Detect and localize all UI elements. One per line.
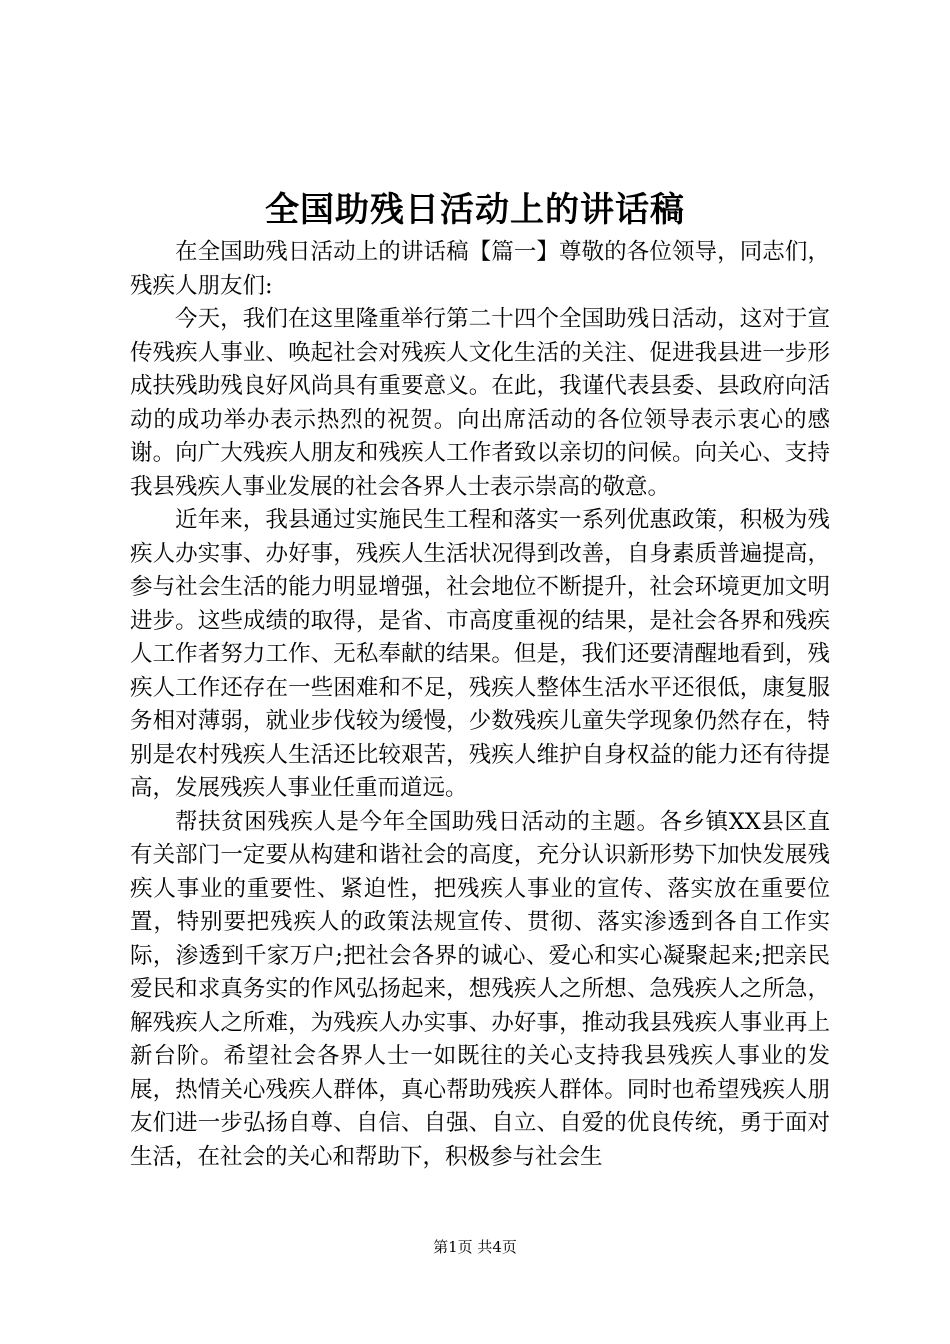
paragraph-2: 今天，我们在这里隆重举行第二十四个全国助残日活动，这对于宣传残疾人事业、唤起社会对残疾人文化生活的关注、促进我县进一步形成扶残助残良好风尚具有重要意义。在此，我谨代表县委、县政府向活动的成功举办表示热烈的祝贺。向出席活动的各位领导表示衷心的感谢。向广大残疾人朋友和残疾人工作者致以亲切的问候。向关心、支持我县残疾人事业发展的社会各界人士表示崇高的敬意。 — [130, 306, 830, 500]
page-number-footer: 第1页 共4页 — [433, 1238, 517, 1256]
paragraph-3: 近年来，我县通过实施民生工程和落实一系列优惠政策，积极为残疾人办实事、办好事，残疾人生活状况得到改善，自身素质普遍提高，参与社会生活的能力明显增强，社会地位不断提升，社会环境更加文明进步。这些成绩的取得，是省、市高度重视的结果，是社会各界和残疾人工作者努力工作、无私奉献的结果。但是，我们还要清醒地看到，残疾人工作还存在一些困难和不足，残疾人整体生活水平还很低，康复服务相对薄弱，就业步伐较为缓慢，少数残疾儿童失学现象仍然存在，特别是农村残疾人生活还比较艰苦，残疾人维护自身权益的能力还有待提高，发展残疾人事业任重而道远。 — [130, 507, 830, 801]
document-title: 全国助残日活动上的讲话稿 — [265, 190, 685, 230]
document-body — [130, 236, 830, 1196]
paragraph-4: 帮扶贫困残疾人是今年全国助残日活动的主题。各乡镇XX县区直有关部门一定要从构建和谐社会的高度，充分认识新形势下加快发展残疾人事业的重要性、紧迫性，把残疾人事业的宣传、落实放在重要位置，特别要把残疾人的政策法规宣传、贯彻、落实渗透到各自工作实际，渗透到千家万户;把社会各界的诚心、爱心和实心凝聚起来;把亲民爱民和求真务实的作风弘扬起来，想残疾人之所想、急残疾人之所急，解残疾人之所难，为残疾人办实事、办好事，推动我县残疾人事业再上新台阶。希望社会各界人士一如既往的关心支持我县残疾人事业的发展，热情关心残疾人群体，真心帮助残疾人群体。同时也希望残疾人朋友们进一步弘扬自尊、自信、自强、自立、自爱的优良传统，勇于面对生活，在社会的关心和帮助下，积极参与社会生 — [130, 808, 830, 1170]
paragraph-1: 在全国助残日活动上的讲话稿【篇一】尊敬的各位领导，同志们，残疾人朋友们: — [130, 239, 830, 299]
